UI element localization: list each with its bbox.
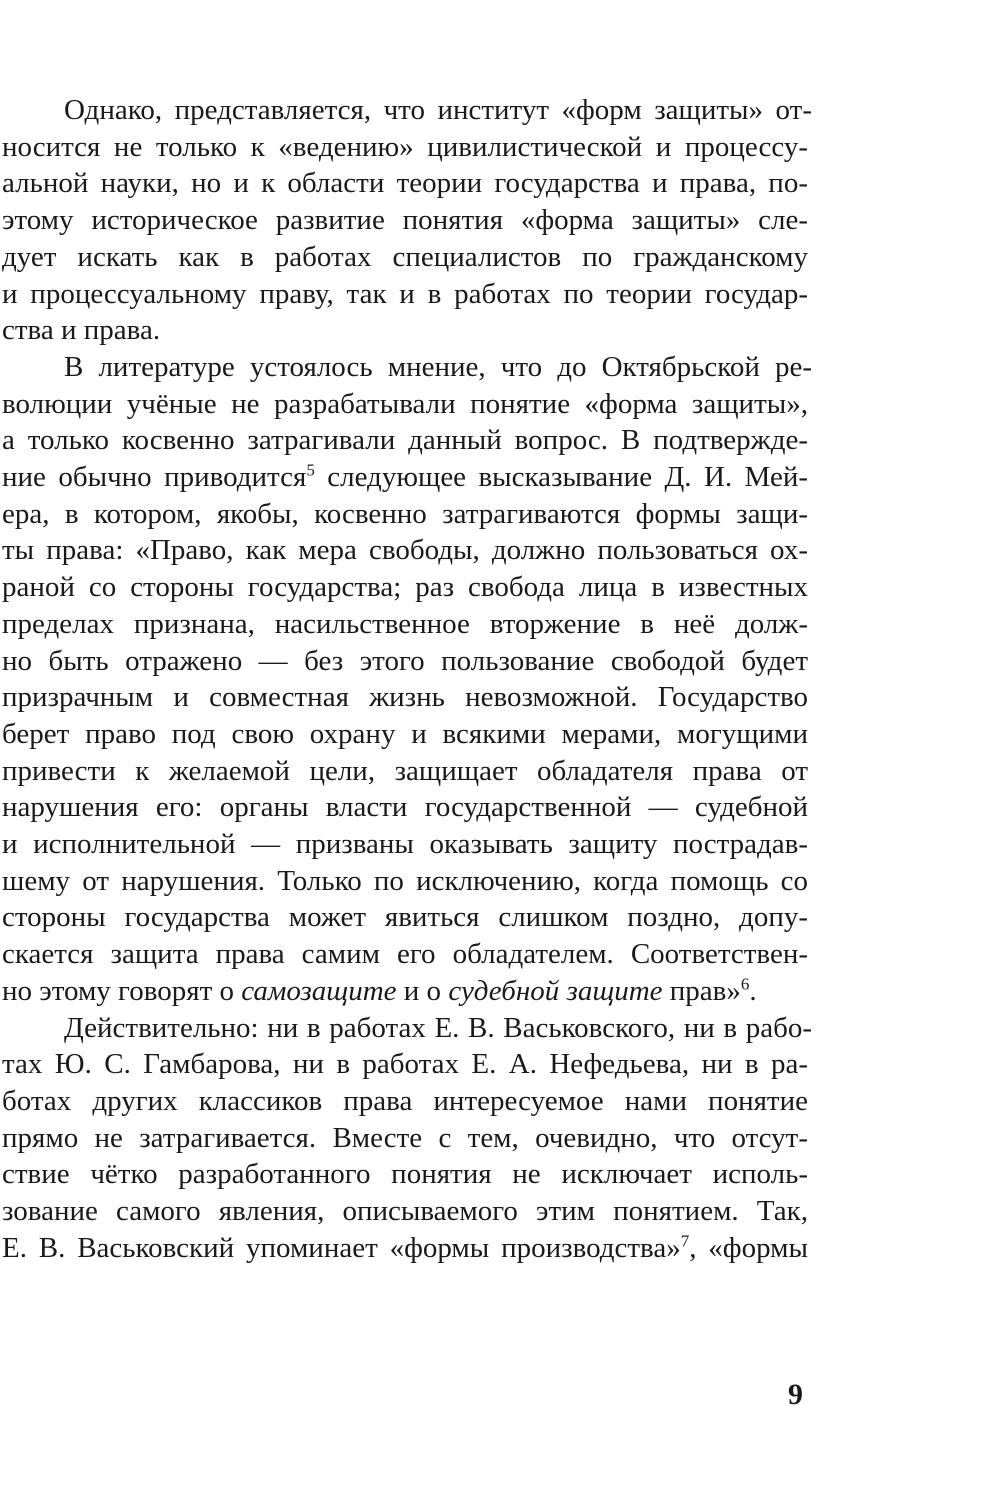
text-line: привести к желаемой цели, защищает обладателя права от — [2, 754, 808, 787]
page-body — [2, 92, 812, 1392]
text-line: ботах других классиков права интересуемое нами понятие — [2, 1084, 808, 1117]
footnote-ref-7[interactable]: 7 — [680, 1231, 690, 1251]
text-line: нарушения его: органы власти государственной — судебной — [2, 791, 808, 824]
paragraph-2 — [2, 349, 812, 1010]
text-line: призрачным и совместная жизнь невозможной. Государство — [2, 681, 808, 714]
text-line: раной со стороны государства; раз свобода лица в известных — [2, 571, 808, 604]
text-line: носится не только к «ведению» цивилистической и процессу- — [2, 130, 808, 163]
text-line: тах Ю. С. Гамбарова, ни в работах Е. А. Нефедьева, ни в ра- — [2, 1048, 808, 1081]
footnote-ref-5[interactable]: 5 — [306, 460, 315, 480]
text-line: ства и права. — [2, 314, 161, 347]
paragraph-3 — [2, 1010, 812, 1267]
text-segment: , «формы — [689, 1231, 808, 1264]
text-line: стороны государства может явиться слишком поздно, допу- — [2, 901, 808, 934]
text-line: пределах признана, насильственное вторжение в неё долж- — [2, 607, 808, 640]
text-line: шему от нарушения. Только по исключению, когда помощь со — [2, 864, 808, 897]
text-line: прямо не затрагивается. Вместе с тем, очевидно, что отсут- — [2, 1121, 808, 1154]
page-number: 9 — [788, 1378, 803, 1411]
text-line: а только косвенно затрагивали данный вопрос. В подтвержде- — [2, 424, 808, 457]
text-segment: . — [749, 974, 757, 1007]
text-line: скается защита права самим его обладателем. Соответствен- — [2, 938, 808, 971]
text-line: и процессуальному праву, так и в работах по теории государ- — [2, 277, 808, 310]
text-segment: прав» — [662, 974, 741, 1007]
text-line: ты права: «Право, как мера свободы, должно пользоваться ох- — [2, 534, 808, 567]
text-segment: но этому говорят о — [2, 974, 242, 1007]
text-line: зование самого явления, описываемого этим понятием. Так, — [2, 1195, 808, 1228]
text-segment: и о — [396, 974, 449, 1007]
text-line: дует искать как в работах специалистов по гражданскому — [2, 240, 808, 273]
text-segment: Е. В. Васьковский упоминает «формы производства» — [2, 1231, 681, 1264]
text-line: ствие чётко разработанного понятия не исключает исполь- — [2, 1158, 808, 1191]
paragraph-1 — [2, 92, 812, 349]
text-line: волюции учёные не разрабатывали понятие «форма защиты», — [2, 387, 808, 420]
text-line: и исполнительной — призваны оказывать защиту пострадав- — [2, 828, 808, 861]
text-line: этому историческое развитие понятия «форма защиты» сле- — [2, 204, 808, 237]
text-line: ера, в котором, якобы, косвенно затрагиваются формы защи- — [2, 497, 808, 530]
footnote-ref-6[interactable]: 6 — [740, 974, 750, 994]
text-line — [2, 1230, 808, 1267]
text-line: но быть отражено — без этого пользование свободой будет — [2, 644, 808, 677]
text-line: Однако, представляется, что институт «форм защиты» от- — [64, 94, 812, 126]
italic-term-judicial-defense: судебной защите — [448, 974, 663, 1007]
text-line: Действительно: ни в работах Е. В. Васьковского, ни в рабо- — [64, 1011, 812, 1044]
text-line: альной науки, но и к области теории государства и права, по- — [2, 167, 808, 200]
text-line: берет право под свою охрану и всякими мерами, могущими — [2, 717, 808, 750]
text-line: В литературе устоялось мнение, что до Октябрьской ре- — [64, 350, 812, 383]
text-line — [2, 973, 808, 1010]
text-segment: следующее высказывание Д. И. Мей- — [314, 461, 809, 494]
text-line — [2, 459, 808, 496]
italic-term-self-defense: самозащите — [241, 974, 397, 1007]
text-segment: ние обычно приводится — [2, 461, 307, 494]
